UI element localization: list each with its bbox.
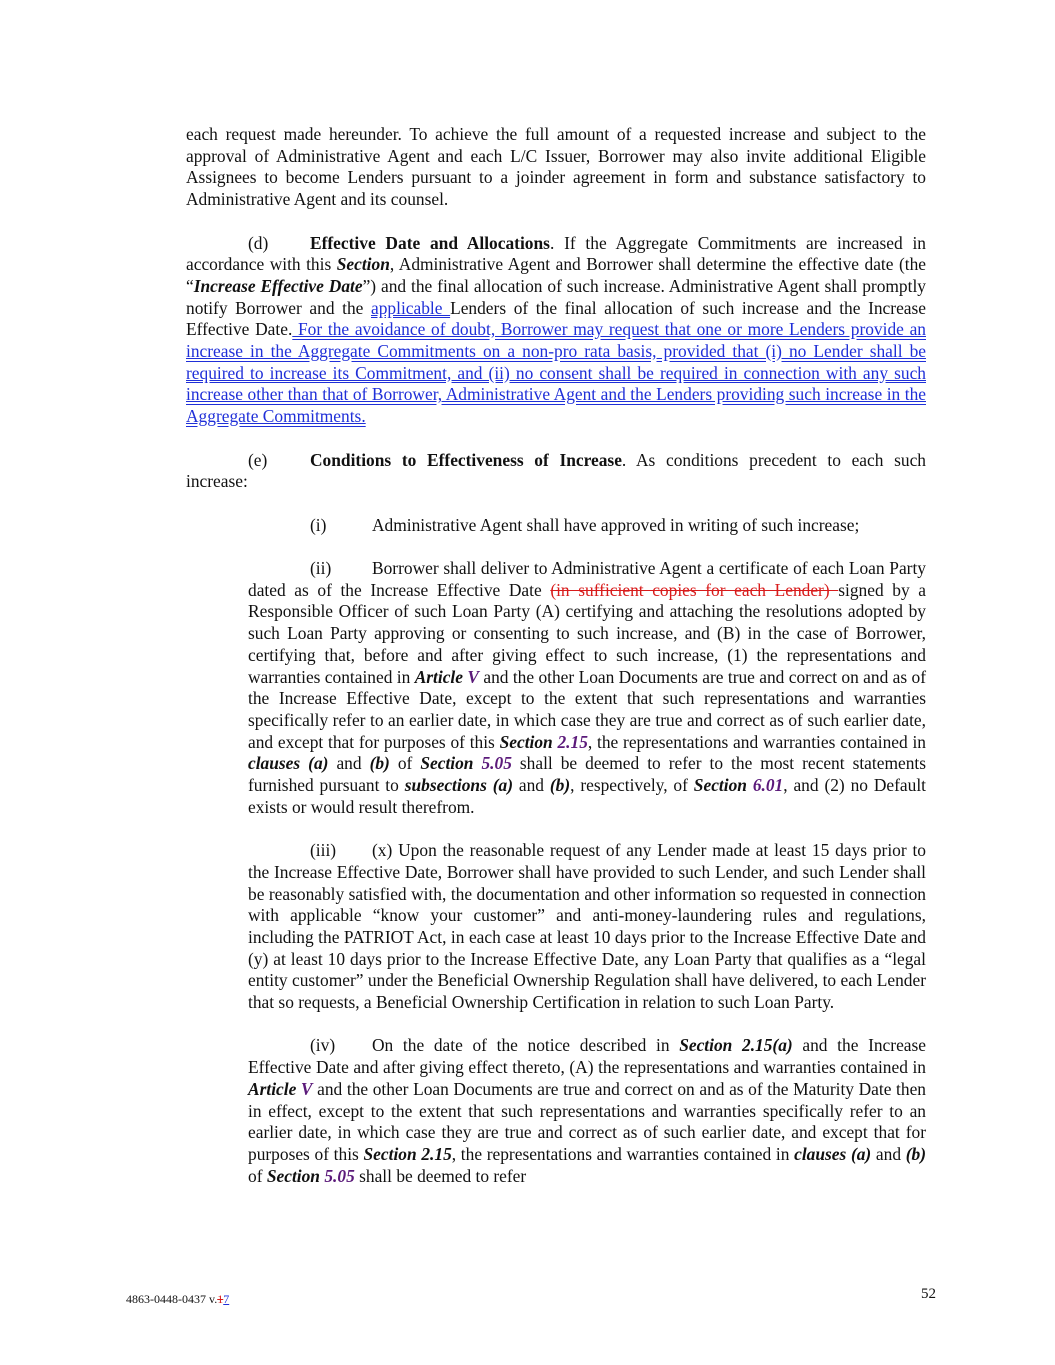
section-ref: Section [499,731,558,752]
deleted-version: 1 [217,1292,224,1306]
clause-iv-label: (iv) [310,1035,336,1056]
text-run: Administrative Agent shall have approved in writing of such increase; [372,514,860,535]
clause-ref: (b) [369,753,390,774]
section-ref: Section [266,1165,325,1186]
section-ref-number: 2.15 [557,731,588,752]
text-run: , and (2) no Default exists or would result therefrom. [248,775,926,817]
clause-iii-label: (iii) [310,840,337,861]
clause-iii-paragraph [248,840,926,1014]
article-ref-number: V [467,666,479,687]
text-run: shall be deemed to refer [354,1165,527,1186]
text-run: and [328,753,370,774]
section-ref-number: 5.05 [324,1165,355,1186]
text-run: ”) and the final allocation of such increase. Administrative Agent shall promptly notify Borrower and the [186,275,926,318]
section-e-heading: Conditions to Effectiveness of Increase [310,449,622,470]
text-run: and [513,775,550,796]
document-id-footer [126,1292,229,1307]
text-run: of [389,753,421,774]
section-ref-number: 5.05 [481,753,512,774]
section-ref: Section [336,254,390,275]
paragraph-continuation: each request made hereunder. To achieve the full amount of a requested increase and subject to the approval of Administrative Agent and each L/C Issuer, Borrower may also invite additional Eligible Assignees to become Lenders pursuant to a joinder agreement in form and substance satisfactory to Administrative Agent and its counsel. [186,124,926,210]
clause-i-paragraph [248,515,926,537]
clause-i-label: (i) [310,514,327,535]
text-run: of [248,1165,267,1186]
text-run: , the representations and warranties contained in [587,731,926,752]
text-run: (x) Upon the reasonable request of any Lender made at least 15 days prior to the Increase Effective Date, Borrower shall have provided to such Lender, and such Lender shall be reasonably satisfied with, the documentation and other information so requested in connection with applicable “know your customer” and anti-money-laundering rules and regulations, including the PATRIOT Act, in each case at least 10 days prior to the Increase Effective Date and (y) at least 10 days prior to the Increase Effective Date, any Loan Party that qualifies as a “legal entity customer” under the Beneficial Ownership Regulation shall have delivered, to each Lender that so requests, a Beneficial Ownership Certification in relation to such Loan Party. [248,840,926,1013]
text-run: . As conditions precedent to each such increase: [186,449,926,492]
text-run: Lenders of the final allocation of such increase and the Increase Effective Date. [186,297,926,340]
clause-ii-label: (ii) [310,558,332,578]
text-run: signed by a Responsible Officer of such Loan Party (A) certifying and attaching the resolutions adopted by such Loan Party approving or consenting to such increase, and (B) in the case of Borrower, certifying that, before and after giving effect to such increase, (1) the representations and warranties contained in [248,579,926,687]
inserted-version: 7 [223,1292,230,1306]
text-run: and the Increase Effective Date and after giving effect thereto, (A) the representations and warranties contained in [248,1035,926,1078]
subsection-ref: subsections (a) [404,775,513,796]
section-ref: Section [420,753,482,774]
deleted-text: (in sufficient copies for each Lender) [550,579,839,600]
text-run: shall be deemed to refer to the most recent statements furnished pursuant to [248,753,926,796]
document-id: 4863-0448-0437 v. [126,1292,218,1306]
article-ref: Article [248,1078,301,1099]
section-ref: Section [693,775,753,796]
section-d-label: (d) [248,232,269,253]
subsection-ref: (b) [549,775,571,796]
text-run: and the other Loan Documents are true and correct on and as of the Maturity Date then in effect, except to the extent that such representations and warranties specifically refer to an earlier date, in which case they are true and correct as of such earlier date, and except that for purposes of this [248,1078,926,1164]
text-run: , Administrative Agent and Borrower shall determine the effective date (the “ [186,254,926,296]
clause-ref: clauses (a) [248,753,329,774]
document-page [186,124,926,1209]
section-ref: Section 2.15 [363,1143,452,1164]
text-run: and the other Loan Documents are true and correct on and as of the Increase Effective Date, except to the extent that such representations and warranties specifically refer to an earlier date, in which case they are true and correct as of such earlier date, and except that for purposes of this [248,666,926,752]
text-run: . If the Aggregate Commitments are increased in accordance with this [186,232,926,275]
inserted-text: For the avoidance of doubt, Borrower may request that one or more Lenders provide an increase in the Aggregate Commitments on a non-pro rata basis, provided that (i) no Lender shall be required to increase its Commitment, and (ii) no consent shall be required in connection with any such increase other than that of Borrower, Administrative Agent and the Lenders providing such increase in the Aggregate Commitments. [186,319,926,427]
text-run: Borrower shall deliver to Administrative Agent a certificate of each Loan Party dated as of the Increase Effective Date [248,558,926,600]
section-d-paragraph [186,233,926,428]
clause-ii-paragraph [248,558,926,818]
section-d-heading: Effective Date and Allocations [310,232,550,253]
page-number: 52 [921,1286,936,1302]
section-e-label: (e) [248,449,268,470]
article-ref: Article [414,666,468,687]
section-e-paragraph [186,450,926,493]
section-ref-number: 6.01 [752,775,784,796]
text-run: , respectively, of [570,775,694,796]
section-ref: Section 2.15(a) [679,1035,793,1056]
defined-term: Increase Effective Date [193,275,363,296]
text-run: On the date of the notice described in [372,1035,680,1056]
article-ref-number: V [300,1078,313,1099]
clause-ref: (b) [905,1143,926,1164]
text-run: , the representations and warranties contained in [451,1143,795,1164]
text-run: and [871,1143,906,1164]
clause-ref: clauses (a) [794,1143,872,1164]
inserted-text: applicable [371,297,451,318]
clause-iv-paragraph [248,1035,926,1187]
